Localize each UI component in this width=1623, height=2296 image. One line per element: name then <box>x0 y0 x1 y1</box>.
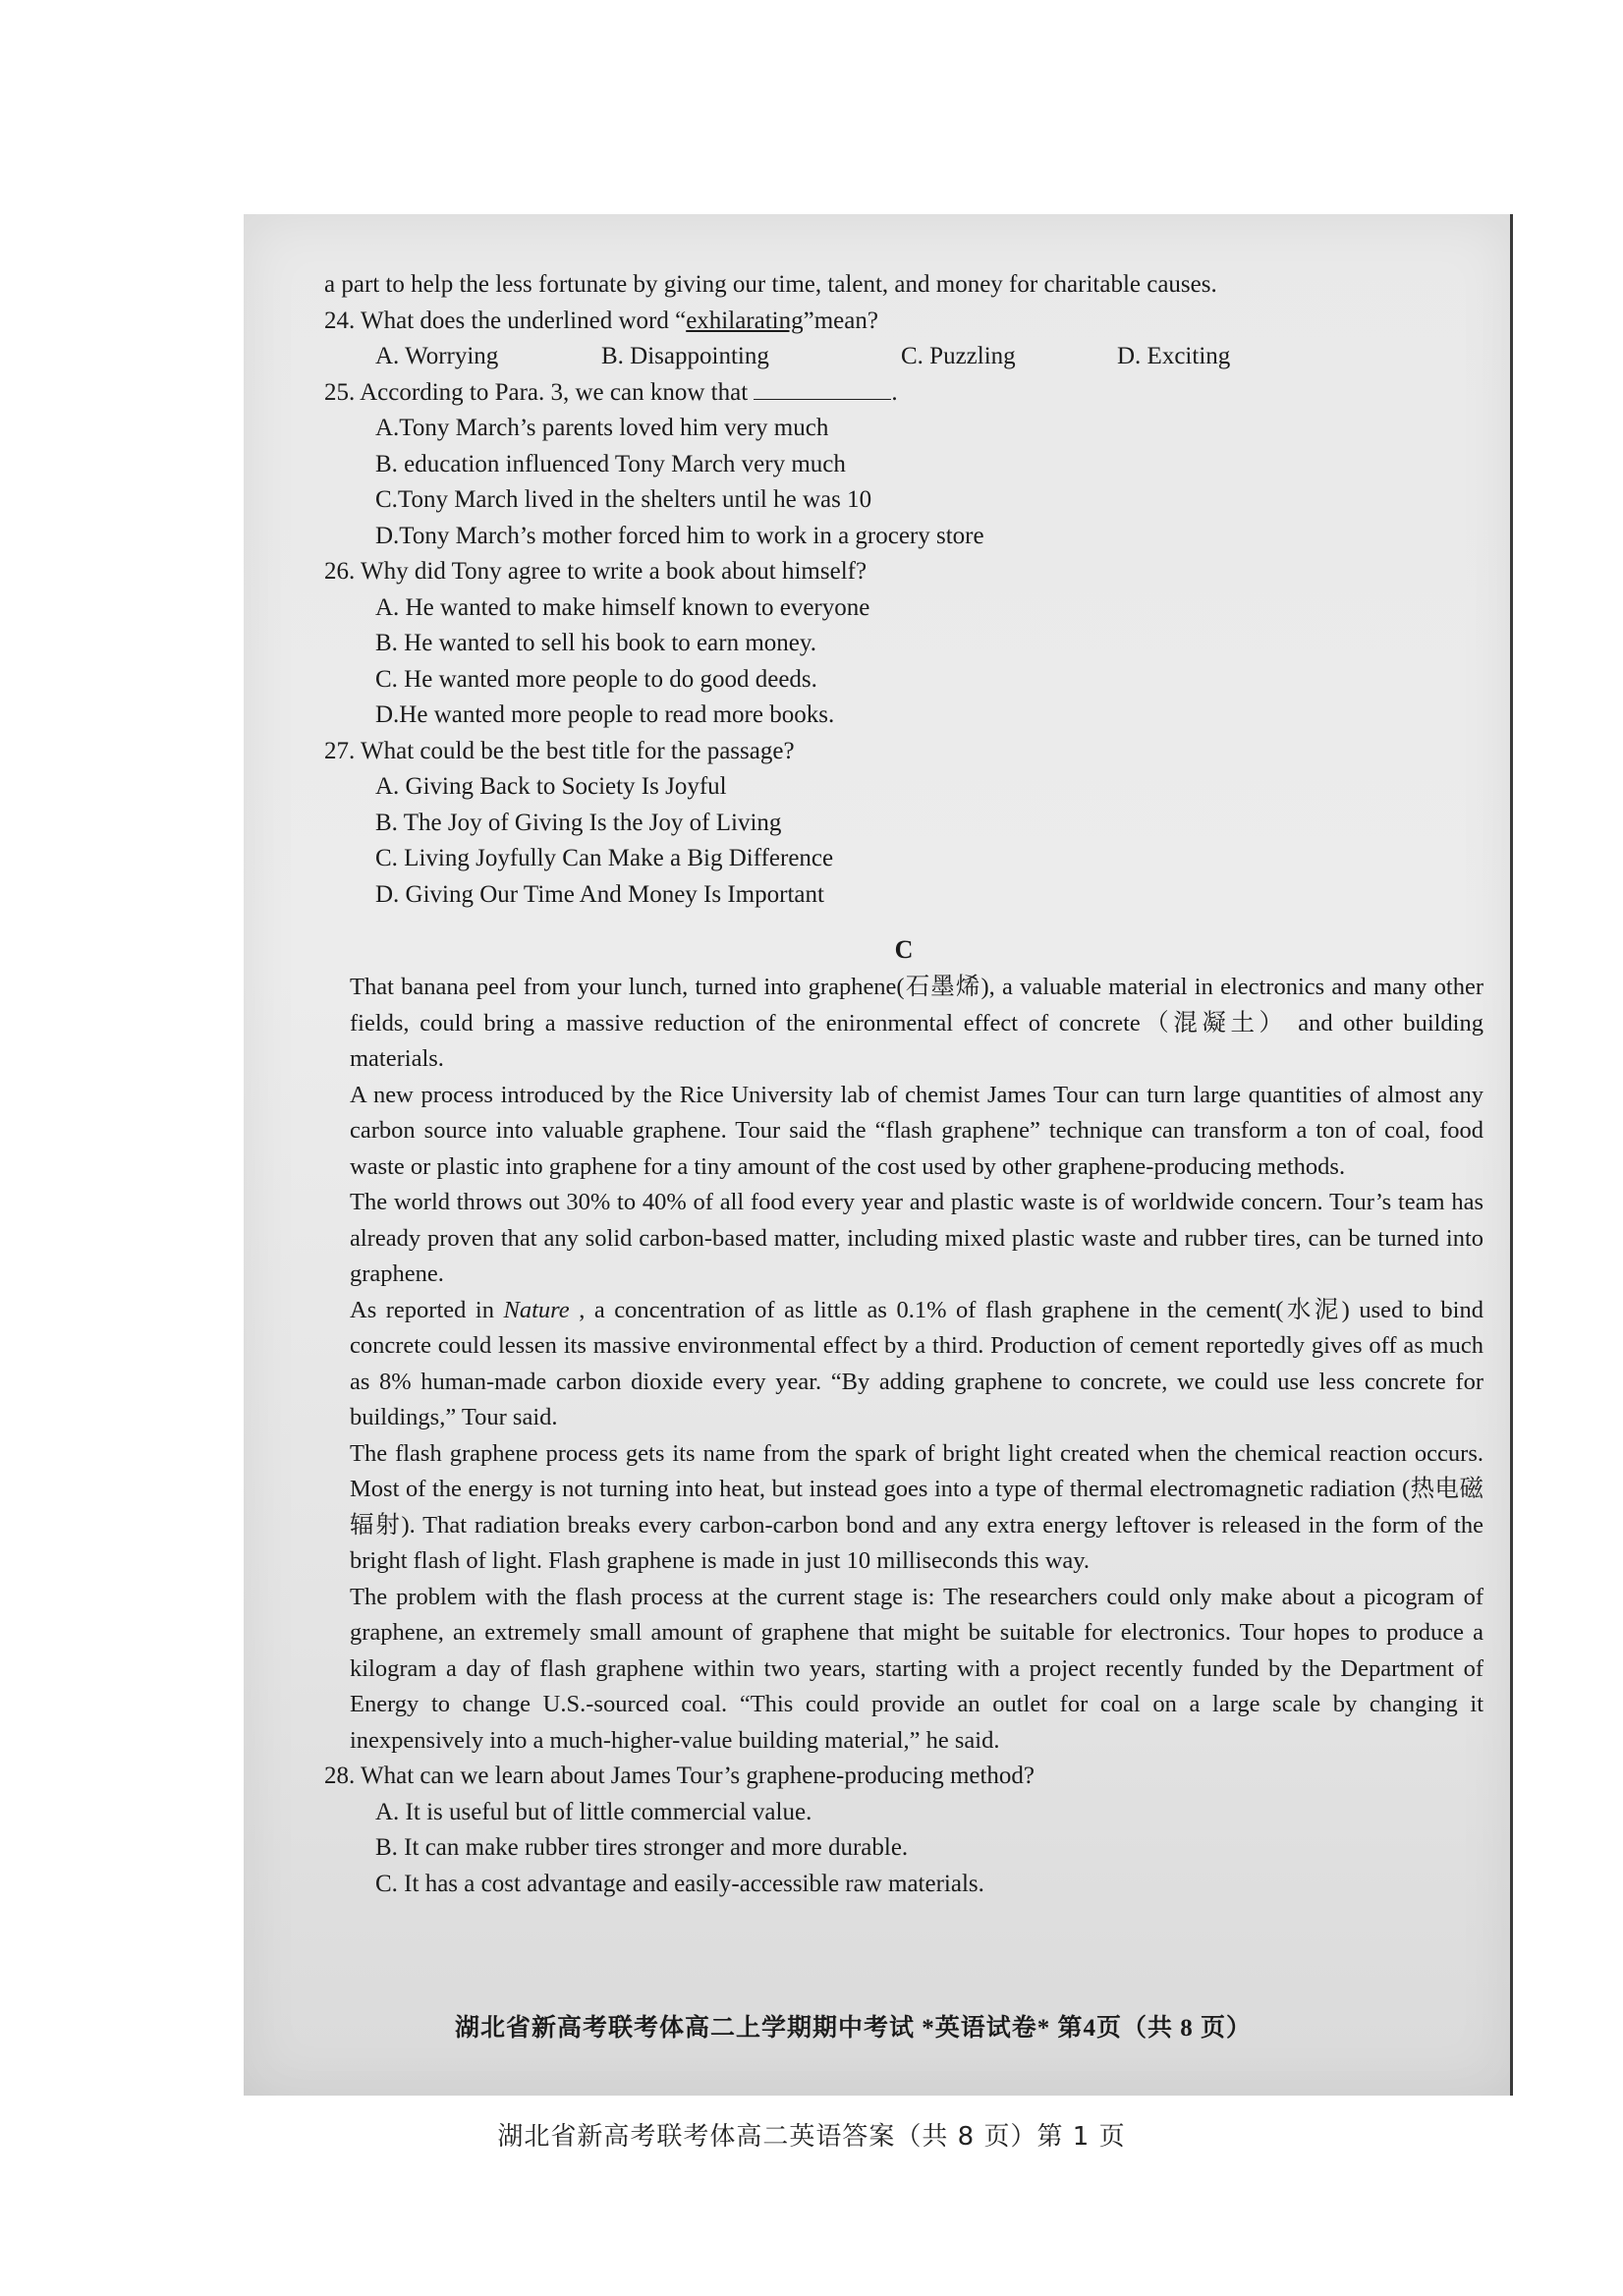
question-27-option-c: C. Living Joyfully Can Make a Big Difference <box>375 845 834 871</box>
passage-paragraph: The flash graphene process gets its name from the spark of bright light created when the chemical reaction occurs. Most of the energy is not turning into heat, but instead goes into a type of thermal electromagnetic radiation (热电磁辐射). That radiation breaks every carbon-carbon bond and any extra energy leftover is released in the form of the bright flash of light. Flash graphene is made in just 10 milliseconds this way. <box>350 1439 1483 1574</box>
question-24-option-c: C. Puzzling <box>901 343 1016 369</box>
passage-paragraph: The problem with the flash process at the current stage is: The researchers could only make about a picogram of graphene, an extremely small amount of graphene that might be suitable for electronics. Tour hopes to produce a kilogram a day of flash graphene within two years, starting with a project recently funded by the Department of Energy to change U.S.-sourced coal. “This could provide an outlet for coal on a large scale by changing it inexpensively into a much-higher-value building material,” he said. <box>350 1583 1483 1754</box>
question-28-option-b: B. It can make rubber tires stronger and more durable. <box>375 1834 909 1861</box>
question-24-options <box>324 339 1483 375</box>
journal-name: Nature <box>503 1296 570 1323</box>
paragraph-text: As reported in <box>350 1296 504 1323</box>
continued-text-line: a part to help the less fortunate by giving our time, talent, and money for charitable causes. <box>324 271 1217 298</box>
question-28-stem: 28. What can we learn about James Tour’s graphene-producing method? <box>324 1763 1035 1789</box>
question-26-option-b: B. He wanted to sell his book to earn money. <box>375 630 816 656</box>
question-25-stem <box>324 375 1483 412</box>
passage-paragraph: The world throws out 30% to 40% of all food every year and plastic waste is of worldwide concern. Tour’s team has already proven that any solid carbon-based matter, including mixed plastic waste and rubber tires, can be turned into graphene. <box>350 1189 1483 1287</box>
question-24-stem <box>324 304 1483 340</box>
question-25-option-a: A.Tony March’s parents loved him very much <box>375 415 829 441</box>
question-25-option-d: D.Tony March’s mother forced him to work in a grocery store <box>375 522 984 549</box>
answer-page-footer: 湖北省新高考联考体高二英语答案（共 8 页）第 1 页 <box>497 2122 1126 2152</box>
question-28-option-c: C. It has a cost advantage and easily-accessible raw materials. <box>375 1870 984 1897</box>
page-content <box>324 267 1483 1902</box>
question-27-option-d: D. Giving Our Time And Money Is Important <box>375 880 824 908</box>
question-25-stem-period: . <box>891 378 898 406</box>
question-25-option-b: B. education influenced Tony March very much <box>375 450 846 477</box>
question-28-option-a: A. It is useful but of little commercial value. <box>375 1798 812 1825</box>
question-26-stem: 26. Why did Tony agree to write a book about himself? <box>324 558 867 585</box>
question-24-stem-start: 24. What does the underlined word “ <box>324 307 687 334</box>
question-26-option-d: D.He wanted more people to read more books. <box>375 701 835 728</box>
section-heading: C <box>894 935 914 964</box>
paragraph-text: , a concentration of as little as 0.1% of flash graphene in the cement(水泥) used to bind concrete could lessen its massive environmental effect by a third. Production of cement reportedly gives off as much as 8% human-made carbon dioxide every year. “By adding graphene to concrete, we could use less concrete for buildings,” Tour said. <box>350 1296 1483 1430</box>
question-27-stem: 27. What could be the best title for the passage? <box>324 737 795 764</box>
question-27-option-b: B. The Joy of Giving Is the Joy of Living <box>375 809 782 836</box>
question-24-option-d: D. Exciting <box>1117 343 1231 369</box>
question-27-option-a: A. Giving Back to Society Is Joyful <box>375 773 727 800</box>
underlined-word: exhilarating <box>686 307 804 334</box>
question-24-option-a: A. Worrying <box>375 343 499 369</box>
question-25-option-c: C.Tony March lived in the shelters until he was 10 <box>375 486 872 513</box>
inner-page-footer: 湖北省新高考联考体高二上学期期中考试 *英语试卷* 第4页（共 8 页） <box>455 2015 1253 2042</box>
question-24-stem-end: ”mean? <box>803 307 878 334</box>
passage-paragraph <box>324 1293 1483 1436</box>
scanned-exam-page <box>244 214 1513 2096</box>
question-24-option-b: B. Disappointing <box>601 343 769 369</box>
answer-blank <box>754 377 891 400</box>
question-26-option-a: A. He wanted to make himself known to everyone <box>375 593 870 621</box>
question-25-stem-text: 25. According to Para. 3, we can know that <box>324 378 749 406</box>
passage-paragraph: That banana peel from your lunch, turned into graphene(石墨烯), a valuable material in electronics and many other fields, could bring a massive reduction of the enironmental effect of concrete（混凝土） and other building materials. <box>350 974 1483 1072</box>
passage-paragraph: A new process introduced by the Rice University lab of chemist James Tour can turn large quantities of almost any carbon source into valuable graphene. Tour said the “flash graphene” technique can transform a ton of coal, food waste or plastic into graphene for a tiny amount of the cost used by other graphene-producing methods. <box>350 1081 1483 1180</box>
question-26-option-c: C. He wanted more people to do good deeds. <box>375 665 817 693</box>
